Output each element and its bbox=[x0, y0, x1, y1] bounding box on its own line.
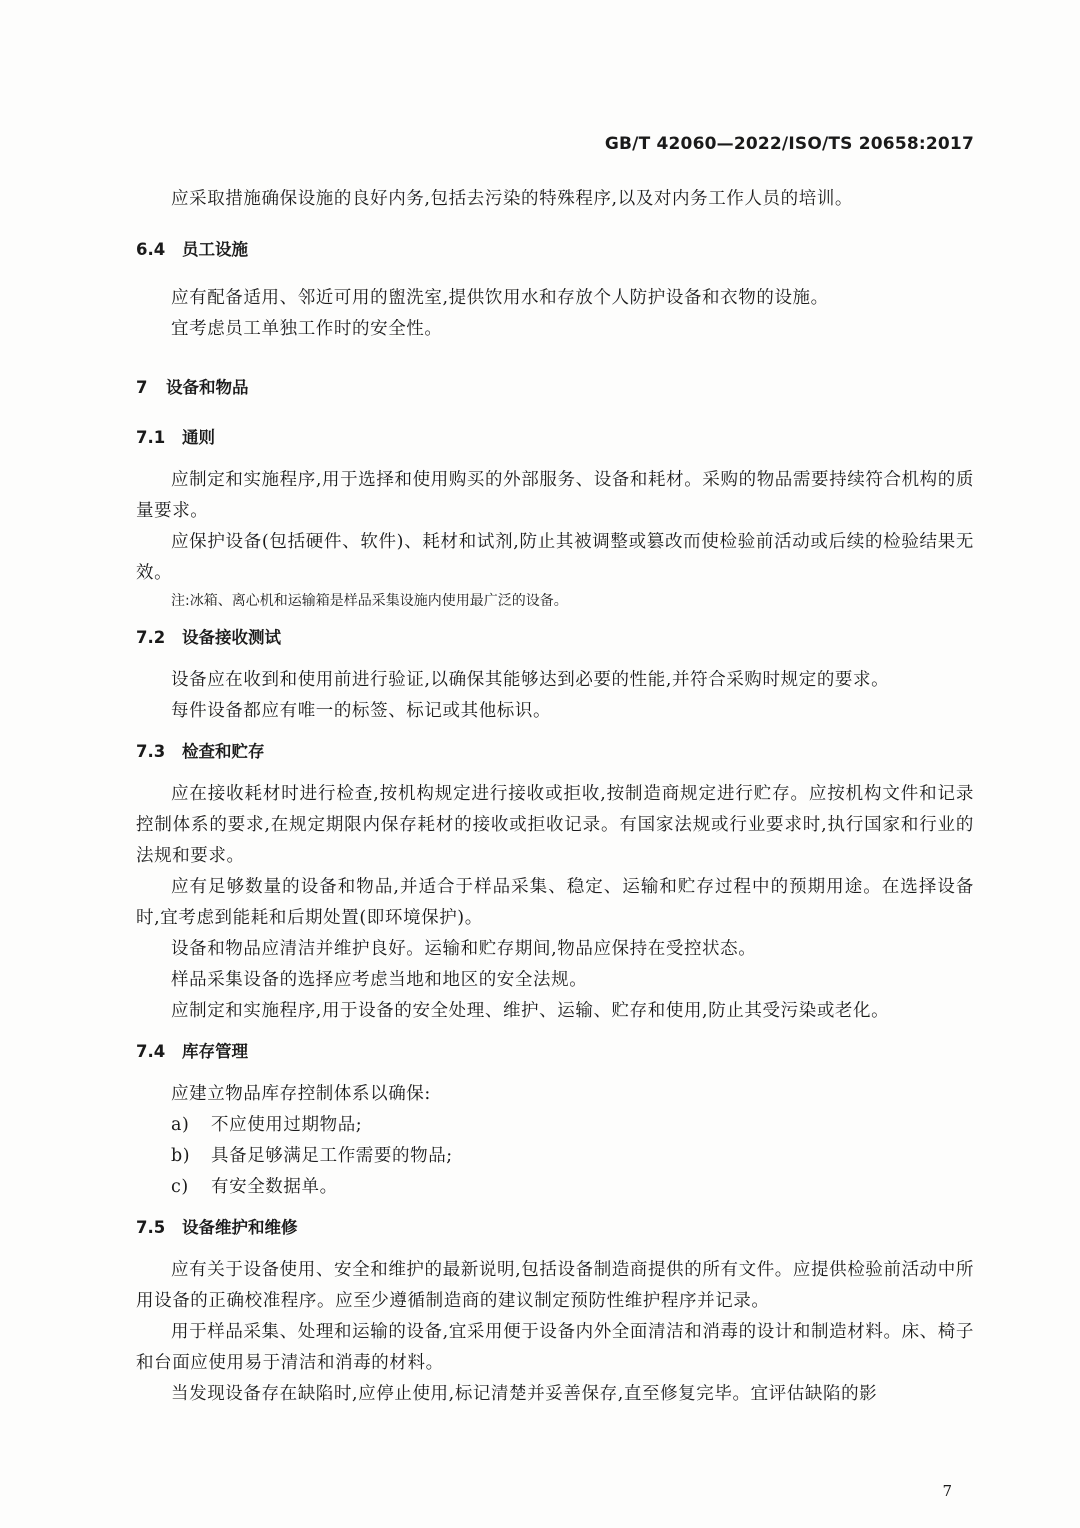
chapter-7-heading bbox=[136, 375, 974, 401]
standard-header: GB/T 42060—2022/ISO/TS 20658:2017 bbox=[604, 134, 974, 154]
section-number: 6.4 bbox=[136, 240, 166, 259]
section-7-2-heading bbox=[136, 625, 974, 651]
list-item-text: 有安全数据单。 bbox=[211, 1177, 338, 1197]
paragraph: 当发现设备存在缺陷时,应停止使用,标记清楚并妥善保存,直至修复完毕。宜评估缺陷的影 bbox=[171, 1384, 878, 1404]
section-title: 员工设施 bbox=[182, 240, 248, 259]
section-title: 库存管理 bbox=[182, 1042, 248, 1061]
paragraph: 应有配备适用、邻近可用的盥洗室,提供饮用水和存放个人防护设备和衣物的设施。 bbox=[171, 288, 829, 308]
section-number: 7.4 bbox=[136, 1042, 166, 1061]
section-7-3-heading bbox=[136, 739, 974, 765]
list-marker: a) bbox=[171, 1115, 190, 1135]
section-7-4-heading bbox=[136, 1039, 974, 1065]
paragraph: 设备应在收到和使用前进行验证,以确保其能够达到必要的性能,并符合采购时规定的要求。 bbox=[171, 670, 890, 690]
section-title: 检查和贮存 bbox=[182, 742, 265, 761]
paragraph: 应有关于设备使用、安全和维护的最新说明,包括设备制造商提供的所有文件。应提供检验前活动中所用设备的正确校准程序。应至少遵循制造商的建议制定预防性维护程序并记录。 bbox=[136, 1260, 974, 1311]
paragraph: 应制定和实施程序,用于选择和使用购买的外部服务、设备和耗材。采购的物品需要持续符合机构的质量要求。 bbox=[136, 470, 974, 521]
section-7-1-heading bbox=[136, 425, 974, 451]
section-number: 7.1 bbox=[136, 428, 166, 447]
section-title: 通则 bbox=[182, 428, 215, 447]
paragraph: 应建立物品库存控制体系以确保: bbox=[171, 1084, 431, 1104]
section-title: 设备维护和维修 bbox=[182, 1218, 298, 1237]
section-title: 设备接收测试 bbox=[182, 628, 281, 647]
paragraph: 用于样品采集、处理和运输的设备,宜采用便于设备内外全面清洁和消毒的设计和制造材料。床、椅子和台面应使用易于清洁和消毒的材料。 bbox=[136, 1322, 974, 1373]
paragraph: 应保护设备(包括硬件、软件)、耗材和试剂,防止其被调整或篡改而使检验前活动或后续的检验结果无效。 bbox=[136, 532, 974, 583]
paragraph: 宜考虑员工单独工作时的安全性。 bbox=[171, 319, 443, 339]
section-7-5-heading bbox=[136, 1215, 974, 1241]
paragraph: 应有足够数量的设备和物品,并适合于样品采集、稳定、运输和贮存过程中的预期用途。在选择设备时,宜考虑到能耗和后期处置(即环境保护)。 bbox=[136, 877, 974, 928]
list-item bbox=[136, 1141, 974, 1172]
list-marker: c) bbox=[171, 1177, 189, 1197]
section-number: 7.5 bbox=[136, 1218, 166, 1237]
section-6-4-heading bbox=[136, 237, 974, 263]
paragraph: 设备和物品应清洁并维护良好。运输和贮存期间,物品应保持在受控状态。 bbox=[171, 939, 757, 959]
document-body bbox=[136, 184, 974, 1410]
section-number: 7.2 bbox=[136, 628, 166, 647]
paragraph: 应制定和实施程序,用于设备的安全处理、维护、运输、贮存和使用,防止其受污染或老化。 bbox=[171, 1001, 890, 1021]
inventory-list bbox=[136, 1110, 974, 1203]
page-number: 7 bbox=[942, 1482, 952, 1500]
chapter-number: 7 bbox=[136, 378, 148, 397]
paragraph: 应在接收耗材时进行检查,按机构规定进行接收或拒收,按制造商规定进行贮存。应按机构文件和记录控制体系的要求,在规定期限内保存耗材的接收或拒收记录。有国家法规或行业要求时,执行国家和行业的法规和要求。 bbox=[136, 784, 974, 866]
note: 注:冰箱、离心机和运输箱是样品采集设施内使用最广泛的设备。 bbox=[171, 593, 568, 609]
section-number: 7.3 bbox=[136, 742, 166, 761]
list-item-text: 具备足够满足工作需要的物品; bbox=[211, 1146, 453, 1166]
list-item bbox=[136, 1172, 974, 1203]
chapter-title: 设备和物品 bbox=[166, 378, 249, 397]
list-item-text: 不应使用过期物品; bbox=[211, 1115, 363, 1135]
list-item bbox=[136, 1110, 974, 1141]
list-marker: b) bbox=[171, 1146, 191, 1166]
paragraph: 每件设备都应有唯一的标签、标记或其他标识。 bbox=[171, 701, 552, 721]
intro-paragraph: 应采取措施确保设施的良好内务,包括去污染的特殊程序,以及对内务工作人员的培训。 bbox=[171, 189, 854, 209]
paragraph: 样品采集设备的选择应考虑当地和地区的安全法规。 bbox=[171, 970, 588, 990]
